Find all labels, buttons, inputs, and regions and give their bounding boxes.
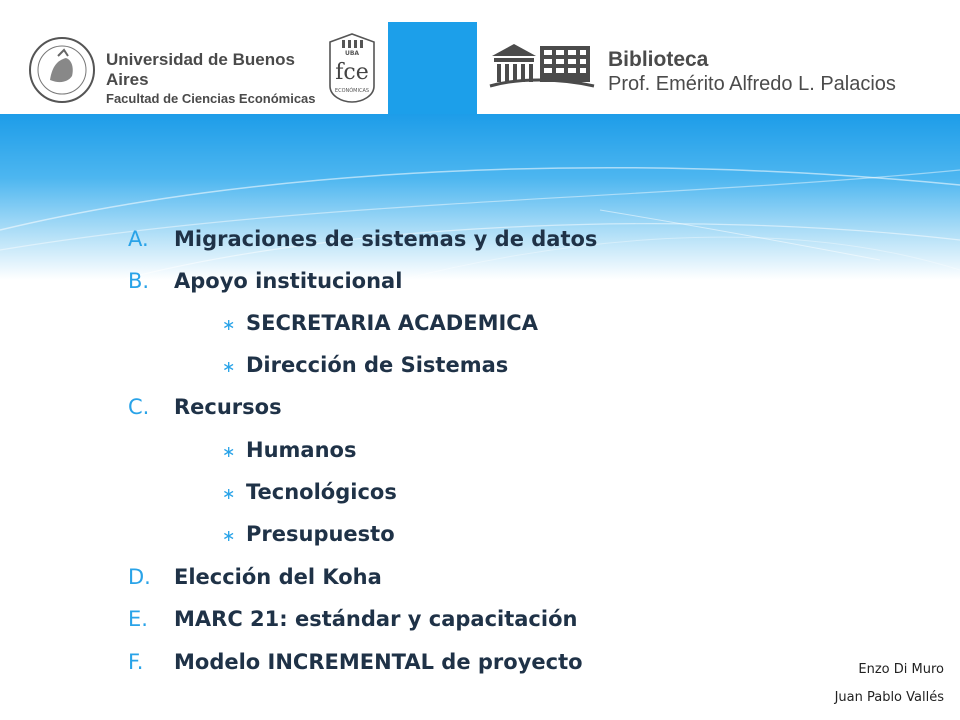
bullet-icon: ∗ <box>222 315 236 334</box>
bullet-icon: ∗ <box>222 357 236 376</box>
list-marker: D. <box>128 565 151 589</box>
fce-top: UBA <box>344 50 360 57</box>
sub-list-text: Dirección de Sistemas <box>246 353 509 377</box>
bullet-icon: ∗ <box>222 442 236 461</box>
sub-list-item <box>222 309 538 339</box>
author-credit: Enzo Di Muro <box>858 662 944 677</box>
uba-line1: Universidad de Buenos Aires <box>106 50 295 89</box>
list-marker: C. <box>128 395 150 419</box>
list-text: Migraciones de sistemas y de datos <box>174 227 598 251</box>
list-text: Elección del Koha <box>174 565 382 589</box>
sub-list-item <box>222 436 356 466</box>
list-item <box>128 267 402 295</box>
list-item <box>128 563 382 591</box>
list-item <box>128 605 577 633</box>
list-item <box>128 393 282 421</box>
sub-list-text: Tecnológicos <box>246 480 397 504</box>
sub-list-text: SECRETARIA ACADEMICA <box>246 311 538 335</box>
list-text: MARC 21: estándar y capacitación <box>174 607 578 631</box>
list-text: Recursos <box>174 395 282 419</box>
list-item <box>128 648 583 676</box>
sub-list-text: Humanos <box>246 438 357 462</box>
sub-list-item <box>222 351 508 381</box>
list-text: Apoyo institucional <box>174 269 403 293</box>
sub-list-item <box>222 520 395 550</box>
list-marker: A. <box>128 227 149 251</box>
bullet-icon: ∗ <box>222 526 236 545</box>
fce-bottom: ECONÓMICAS <box>334 88 370 94</box>
author-credit: Juan Pablo Vallés <box>834 690 944 705</box>
bullet-icon: ∗ <box>222 484 236 503</box>
list-marker: F. <box>128 650 144 674</box>
library-line1: Biblioteca <box>608 48 709 71</box>
list-marker: B. <box>128 269 150 293</box>
uba-line2: Facultad de Ciencias Económicas <box>106 91 316 106</box>
list-item <box>128 225 597 253</box>
library-line2: Prof. Emérito Alfredo L. Palacios <box>608 73 896 95</box>
list-text: Modelo INCREMENTAL de proyecto <box>174 650 583 674</box>
fce-mark: fce <box>335 60 369 85</box>
sub-list-item <box>222 478 397 508</box>
list-marker: E. <box>128 607 148 631</box>
sub-list-text: Presupuesto <box>246 522 395 546</box>
